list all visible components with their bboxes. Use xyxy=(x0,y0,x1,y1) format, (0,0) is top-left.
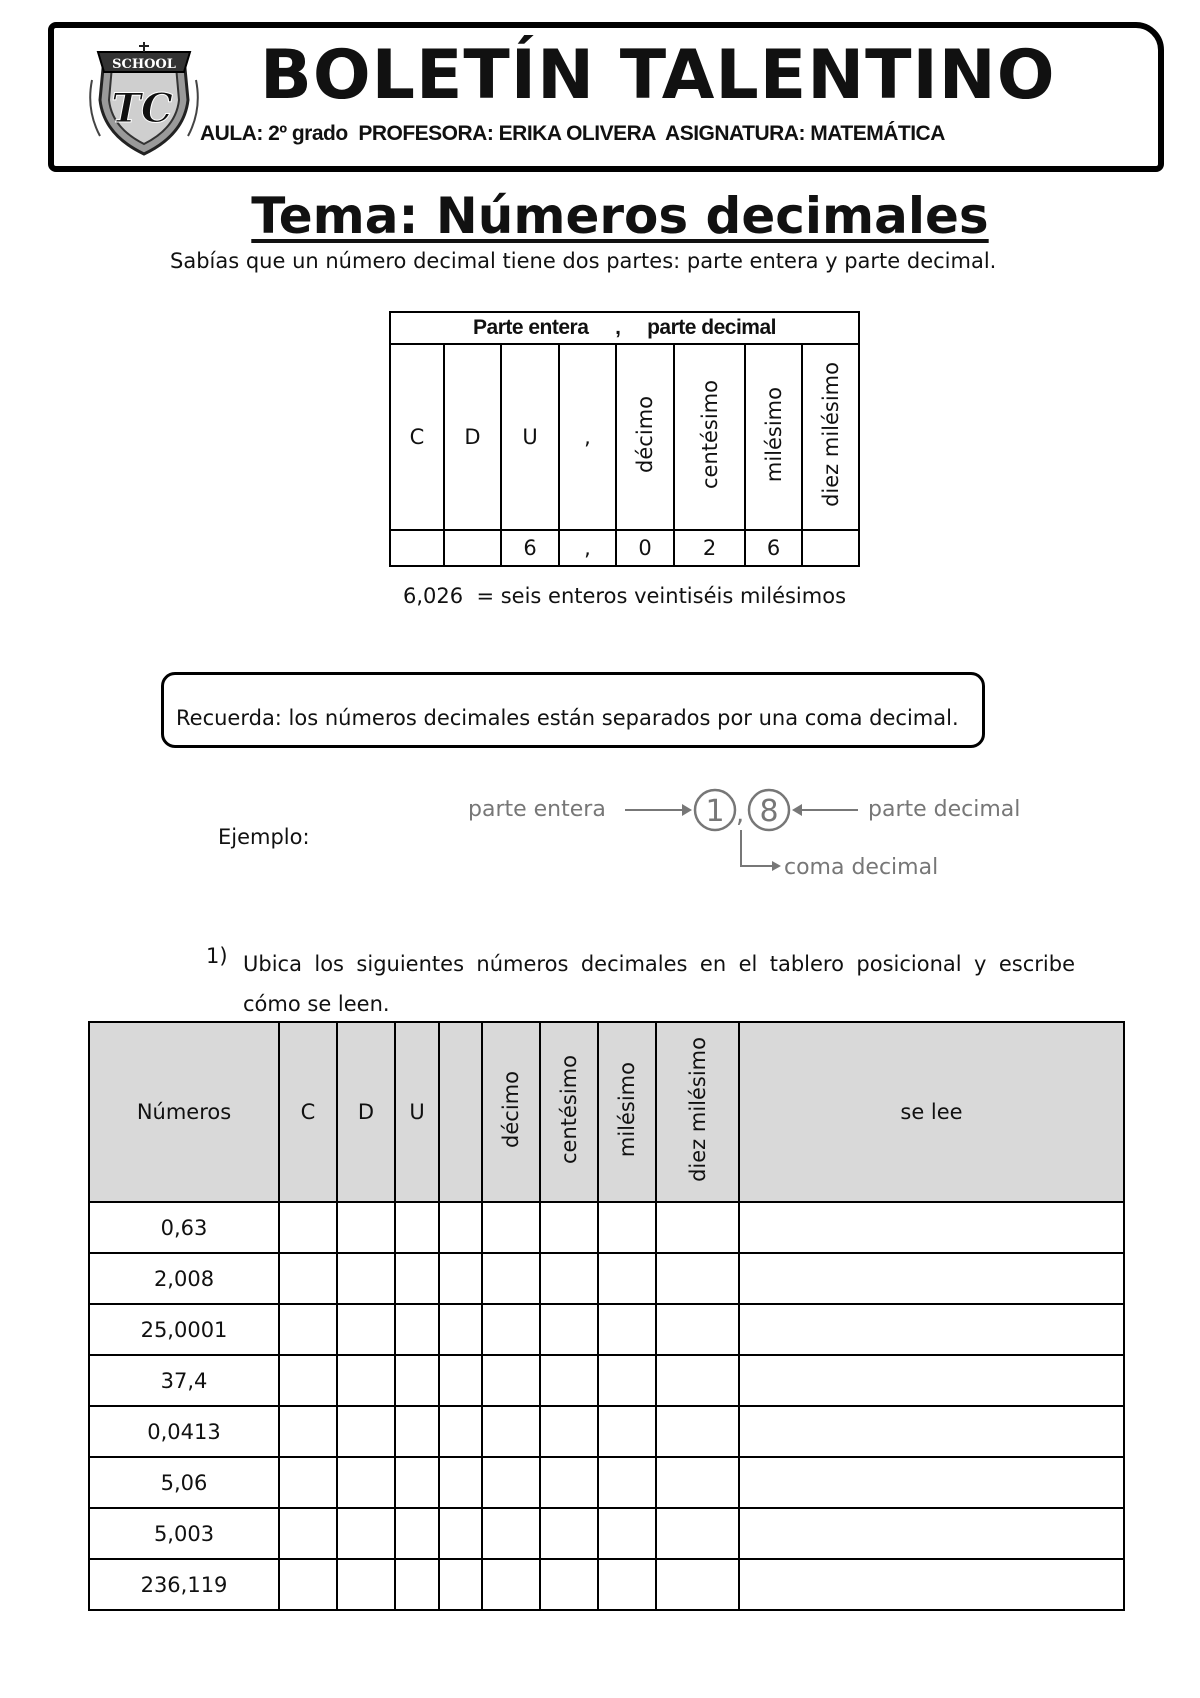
value-cell: 2 xyxy=(674,530,745,566)
column-tenths: décimo xyxy=(616,344,674,530)
digit-answer-cell[interactable] xyxy=(279,1355,337,1406)
digit-answer-cell[interactable] xyxy=(598,1406,656,1457)
header-numbers: Números xyxy=(89,1022,279,1202)
digit-answer-cell[interactable] xyxy=(395,1457,439,1508)
class-info: AULA: 2º grado PROFESORA: ERIKA OLIVERA ASIGNATURA: MATEMÁTICA xyxy=(200,122,945,145)
column-thousandths: milésimo xyxy=(745,344,802,530)
digit-answer-cell[interactable] xyxy=(337,1253,395,1304)
reading-answer-cell[interactable] xyxy=(739,1253,1124,1304)
reminder-text: Recuerda: los números decimales están separados por una coma decimal. xyxy=(176,706,959,730)
intro-text: Sabías que un número decimal tiene dos partes: parte entera y parte decimal. xyxy=(170,249,997,273)
school-crest-logo xyxy=(84,40,204,160)
arrow-right-icon xyxy=(682,804,692,816)
header-thousandths: milésimo xyxy=(598,1022,656,1202)
digit-answer-cell[interactable] xyxy=(279,1508,337,1559)
column-tens: D xyxy=(444,344,501,530)
topic-title: Tema: Números decimales xyxy=(251,187,989,245)
arrow-right-icon xyxy=(772,861,781,871)
reading-answer-cell[interactable] xyxy=(739,1457,1124,1508)
value-cell xyxy=(390,530,444,566)
digit-answer-cell[interactable] xyxy=(439,1202,482,1253)
digit-answer-cell[interactable] xyxy=(656,1253,739,1304)
comma-label: coma decimal xyxy=(784,855,939,880)
exercise-table xyxy=(88,1021,1125,1611)
reading-answer-cell[interactable] xyxy=(739,1304,1124,1355)
header-hundredths: centésimo xyxy=(540,1022,598,1202)
digit-answer-cell[interactable] xyxy=(656,1406,739,1457)
reading-answer-cell[interactable] xyxy=(739,1406,1124,1457)
digit-answer-cell[interactable] xyxy=(540,1559,598,1610)
digit-answer-cell[interactable] xyxy=(482,1355,540,1406)
digit-answer-cell[interactable] xyxy=(598,1559,656,1610)
digit-answer-cell[interactable] xyxy=(337,1355,395,1406)
table-row xyxy=(89,1508,1124,1559)
exercise-number: 1) xyxy=(206,944,228,968)
digit-answer-cell[interactable] xyxy=(337,1406,395,1457)
digit-answer-cell[interactable] xyxy=(279,1304,337,1355)
reading-answer-cell[interactable] xyxy=(739,1559,1124,1610)
digit-answer-cell[interactable] xyxy=(482,1304,540,1355)
digit-answer-cell[interactable] xyxy=(395,1559,439,1610)
digit-answer-cell[interactable] xyxy=(395,1304,439,1355)
digit-answer-cell[interactable] xyxy=(656,1202,739,1253)
digit-answer-cell[interactable] xyxy=(540,1304,598,1355)
place-value-header: Parte entera , parte decimal xyxy=(390,312,859,344)
table-row xyxy=(89,1304,1124,1355)
digit-answer-cell[interactable] xyxy=(482,1406,540,1457)
digit-answer-cell[interactable] xyxy=(337,1202,395,1253)
header-reading: se lee xyxy=(739,1022,1124,1202)
reading-answer-cell[interactable] xyxy=(739,1508,1124,1559)
value-cell: 6 xyxy=(745,530,802,566)
table-row xyxy=(89,1253,1124,1304)
digit-answer-cell[interactable] xyxy=(656,1559,739,1610)
digit-answer-cell[interactable] xyxy=(540,1457,598,1508)
exercise-table-header xyxy=(89,1022,1124,1202)
digit-answer-cell[interactable] xyxy=(598,1304,656,1355)
svg-text:,: , xyxy=(735,799,745,829)
digit-answer-cell[interactable] xyxy=(598,1202,656,1253)
svg-text:SCHOOL: SCHOOL xyxy=(112,57,176,72)
number-cell: 5,06 xyxy=(89,1457,279,1508)
table-row xyxy=(89,1559,1124,1610)
digit-answer-cell[interactable] xyxy=(598,1355,656,1406)
header-hundreds: C xyxy=(279,1022,337,1202)
table-row xyxy=(89,1355,1124,1406)
value-cell: , xyxy=(559,530,616,566)
example-label: Ejemplo: xyxy=(218,825,310,849)
header-comma xyxy=(439,1022,482,1202)
digit-answer-cell[interactable] xyxy=(395,1508,439,1559)
decimal-part-label: parte decimal xyxy=(868,797,1021,822)
digit-answer-cell[interactable] xyxy=(540,1253,598,1304)
value-cell: 6 xyxy=(501,530,559,566)
digit-answer-cell[interactable] xyxy=(482,1457,540,1508)
svg-text:1: 1 xyxy=(705,794,725,829)
exercise-instruction: Ubica los siguientes números decimales en el tablero posicional y escribe cómo se leen. xyxy=(243,952,1075,1016)
integer-part-label: parte entera xyxy=(468,797,606,822)
header-tenths: décimo xyxy=(482,1022,540,1202)
digit-answer-cell[interactable] xyxy=(439,1406,482,1457)
digit-answer-cell[interactable] xyxy=(279,1202,337,1253)
svg-text:TC: TC xyxy=(111,85,173,132)
value-cell xyxy=(802,530,859,566)
reading-answer-cell[interactable] xyxy=(739,1202,1124,1253)
header-tens: D xyxy=(337,1022,395,1202)
digit-answer-cell[interactable] xyxy=(482,1253,540,1304)
value-cell xyxy=(444,530,501,566)
digit-answer-cell[interactable] xyxy=(395,1253,439,1304)
number-cell: 37,4 xyxy=(89,1355,279,1406)
digit-answer-cell[interactable] xyxy=(482,1202,540,1253)
digit-answer-cell[interactable] xyxy=(337,1457,395,1508)
number-cell: 0,0413 xyxy=(89,1406,279,1457)
arrow-left-icon xyxy=(792,804,802,816)
svg-text:8: 8 xyxy=(759,794,779,829)
number-cell: 0,63 xyxy=(89,1202,279,1253)
digit-answer-cell[interactable] xyxy=(656,1355,739,1406)
digit-answer-cell[interactable] xyxy=(279,1559,337,1610)
digit-answer-cell[interactable] xyxy=(540,1202,598,1253)
table-row xyxy=(89,1202,1124,1253)
digit-answer-cell[interactable] xyxy=(439,1253,482,1304)
digit-answer-cell[interactable] xyxy=(337,1559,395,1610)
number-cell: 236,119 xyxy=(89,1559,279,1610)
digit-answer-cell[interactable] xyxy=(395,1406,439,1457)
digit-answer-cell[interactable] xyxy=(279,1253,337,1304)
digit-answer-cell[interactable] xyxy=(337,1508,395,1559)
digit-answer-cell[interactable] xyxy=(439,1304,482,1355)
digit-answer-cell[interactable] xyxy=(540,1355,598,1406)
column-hundreds: C xyxy=(390,344,444,530)
number-cell: 25,0001 xyxy=(89,1304,279,1355)
place-value-example: 6,026 = seis enteros veintiséis milésimos xyxy=(403,584,847,608)
table-row xyxy=(89,1406,1124,1457)
digit-answer-cell[interactable] xyxy=(598,1508,656,1559)
column-hundredths: centésimo xyxy=(674,344,745,530)
number-cell: 5,003 xyxy=(89,1508,279,1559)
digit-answer-cell[interactable] xyxy=(395,1202,439,1253)
header-ten-thousandths: diez milésimo xyxy=(656,1022,739,1202)
header-units: U xyxy=(395,1022,439,1202)
digit-answer-cell[interactable] xyxy=(598,1457,656,1508)
digit-answer-cell[interactable] xyxy=(395,1355,439,1406)
number-cell: 2,008 xyxy=(89,1253,279,1304)
digit-answer-cell[interactable] xyxy=(656,1457,739,1508)
digit-answer-cell[interactable] xyxy=(279,1406,337,1457)
bulletin-title: BOLETÍN TALENTINO xyxy=(260,36,1056,115)
digit-answer-cell[interactable] xyxy=(439,1355,482,1406)
digit-answer-cell[interactable] xyxy=(598,1253,656,1304)
digit-answer-cell[interactable] xyxy=(337,1304,395,1355)
digit-answer-cell[interactable] xyxy=(439,1457,482,1508)
digit-answer-cell[interactable] xyxy=(656,1304,739,1355)
digit-answer-cell[interactable] xyxy=(540,1508,598,1559)
digit-answer-cell[interactable] xyxy=(279,1457,337,1508)
column-comma: , xyxy=(559,344,616,530)
reading-answer-cell[interactable] xyxy=(739,1355,1124,1406)
digit-answer-cell[interactable] xyxy=(439,1508,482,1559)
digit-answer-cell[interactable] xyxy=(482,1559,540,1610)
column-ten-thousandths: diez milésimo xyxy=(802,344,859,530)
digit-answer-cell[interactable] xyxy=(439,1559,482,1610)
place-value-chart xyxy=(389,311,860,567)
digit-answer-cell[interactable] xyxy=(656,1508,739,1559)
table-row xyxy=(89,1457,1124,1508)
digit-answer-cell[interactable] xyxy=(482,1508,540,1559)
digit-answer-cell[interactable] xyxy=(540,1406,598,1457)
column-units: U xyxy=(501,344,559,530)
decimal-parts-diagram xyxy=(460,786,1060,896)
value-cell: 0 xyxy=(616,530,674,566)
